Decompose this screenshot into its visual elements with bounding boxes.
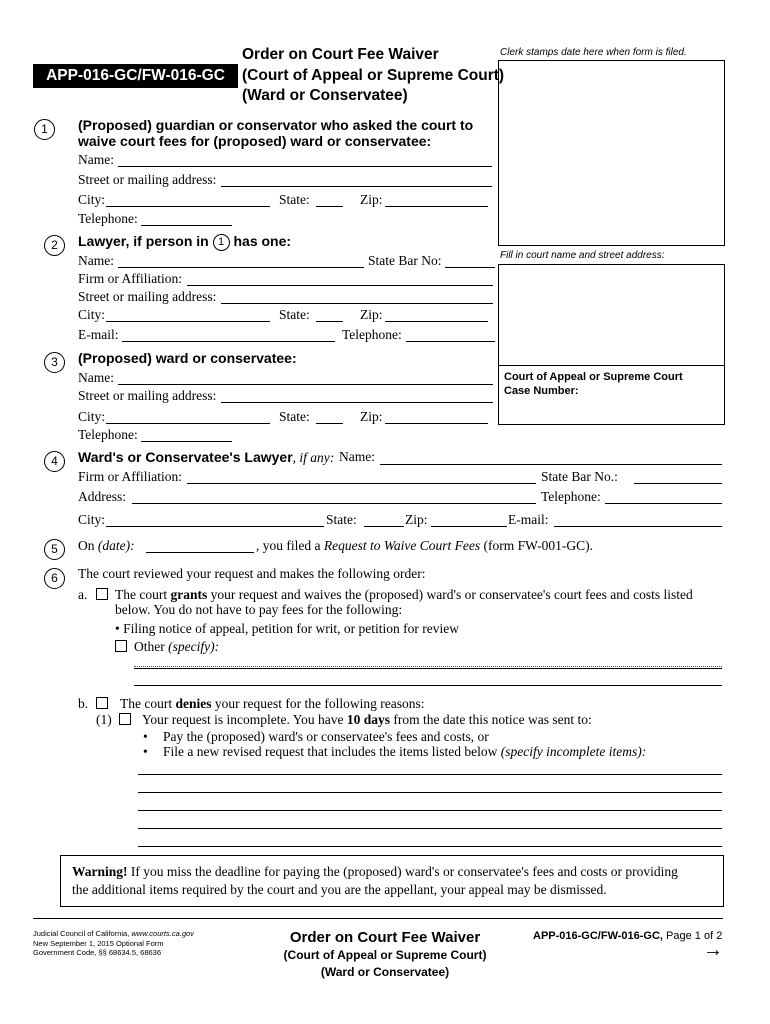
incomplete-items-line2[interactable] bbox=[138, 792, 722, 793]
s2-state-bar-label: State Bar No: bbox=[368, 253, 442, 268]
bullet-icon: • bbox=[143, 744, 148, 759]
s4-telephone-label: Telephone: bbox=[541, 489, 601, 504]
footer-page: Page 1 of 2 bbox=[666, 930, 723, 942]
warning-line2: the additional items required by the court and you are the appellant, your appeal may be dismissed. bbox=[72, 882, 607, 897]
s3-city-field[interactable] bbox=[106, 423, 270, 424]
s6-b1-post: from the date this notice was sent to: bbox=[393, 712, 592, 727]
form-title-line2: (Court of Appeal or Supreme Court) bbox=[242, 66, 505, 84]
section2-heading-ref: 1 bbox=[213, 234, 230, 251]
s5-date-label: (date): bbox=[97, 538, 135, 553]
s6-a-specify-line1[interactable] bbox=[134, 666, 722, 667]
s2-city-field[interactable] bbox=[106, 321, 270, 322]
bullet-icon: • bbox=[115, 621, 120, 636]
footer-rule bbox=[33, 918, 723, 919]
s6-a-other bbox=[134, 639, 219, 655]
s6-b1-text bbox=[142, 712, 592, 728]
s2-email-field[interactable] bbox=[122, 341, 335, 342]
section1-heading-line1: (Proposed) guardian or conservator who asked the court to bbox=[78, 117, 474, 133]
footer-council bbox=[33, 929, 194, 939]
case-number-label bbox=[504, 370, 683, 398]
incomplete-checkbox[interactable] bbox=[119, 713, 131, 725]
court-address-box[interactable] bbox=[498, 264, 725, 366]
s5-text bbox=[256, 538, 593, 554]
s4-state-label: State: bbox=[326, 512, 357, 527]
item-number-4: 4 bbox=[44, 451, 65, 472]
s5-date-field[interactable] bbox=[146, 552, 254, 553]
s6-b1-label: (1) bbox=[96, 712, 112, 727]
s3-telephone-label: Telephone: bbox=[78, 427, 138, 442]
s5-form-name: Request to Waive Court Fees bbox=[323, 538, 481, 553]
footer-title1: Order on Court Fee Waiver bbox=[289, 929, 481, 946]
s6-a-specify: (specify): bbox=[168, 639, 220, 654]
s2-street-label: Street or mailing address: bbox=[78, 289, 217, 304]
s5-on: On bbox=[78, 538, 95, 553]
s4-state-bar-field[interactable] bbox=[634, 483, 722, 484]
s6-b1-bullet2-text: File a new revised request that includes the items listed below bbox=[163, 744, 498, 759]
s1-zip-field[interactable] bbox=[385, 206, 488, 207]
incomplete-items-line5[interactable] bbox=[138, 846, 722, 847]
item-number-3: 3 bbox=[44, 352, 65, 373]
s1-state-field[interactable] bbox=[316, 206, 343, 207]
form-title bbox=[242, 45, 504, 107]
s5-text-end: (form FW-001-GC). bbox=[483, 538, 593, 553]
section4-heading bbox=[78, 449, 334, 466]
section1-heading-line2: waive court fees for (proposed) ward or conservatee: bbox=[78, 133, 432, 149]
s1-city-field[interactable] bbox=[106, 206, 270, 207]
s6-b-bold: denies bbox=[175, 696, 212, 711]
case-number-label-line1: Court of Appeal or Supreme Court bbox=[504, 371, 683, 383]
s1-city-label: City: bbox=[78, 192, 106, 207]
s6-b1-bullet2-italic: (specify incomplete items): bbox=[500, 744, 647, 759]
s1-telephone-label: Telephone: bbox=[78, 211, 138, 226]
s1-state-label: State: bbox=[279, 192, 310, 207]
item-number-6: 6 bbox=[44, 568, 65, 589]
s6-a-label: a. bbox=[78, 587, 88, 602]
s3-street-field[interactable] bbox=[221, 402, 493, 403]
section2-heading-post: has one: bbox=[233, 233, 292, 249]
s6-a-other-label: Other bbox=[134, 639, 165, 654]
s6-a-specify-line1-solid bbox=[134, 668, 722, 669]
s4-email-field[interactable] bbox=[554, 526, 722, 527]
s3-zip-label: Zip: bbox=[360, 409, 383, 424]
section3-heading: (Proposed) ward or conservatee: bbox=[78, 350, 297, 366]
s6-intro: The court reviewed your request and makes the following order: bbox=[78, 566, 426, 581]
footer-left bbox=[33, 929, 194, 958]
case-number-label-line2: Case Number: bbox=[504, 385, 579, 397]
footer-title3: (Ward or Conservatee) bbox=[320, 965, 450, 979]
s6-a-bold: grants bbox=[170, 587, 208, 602]
s3-state-label: State: bbox=[279, 409, 310, 424]
s6-b-text bbox=[120, 696, 424, 712]
warning-line1-text: If you miss the deadline for paying the (proposed) ward's or conservatee's fees and costs or providing bbox=[130, 864, 678, 879]
s2-state-field[interactable] bbox=[316, 321, 343, 322]
footer-code: Government Code, §§ 68634.5, 68636 bbox=[33, 948, 162, 957]
warning-text bbox=[72, 864, 720, 898]
form-title-line3: (Ward or Conservatee) bbox=[242, 87, 408, 104]
s2-city-label: City: bbox=[78, 307, 106, 322]
item-number-2: 2 bbox=[44, 235, 65, 256]
s6-b1-bullet1-text: Pay the (proposed) ward's or conservatee's fees and costs, or bbox=[163, 729, 489, 744]
s5-text-mid: , you filed a bbox=[256, 538, 321, 553]
s2-name-field[interactable] bbox=[118, 267, 364, 268]
section1-heading bbox=[78, 117, 473, 149]
footer-form-code: APP-016-GC/FW-016-GC, bbox=[533, 930, 663, 942]
section2-heading bbox=[78, 233, 291, 251]
warning-line1 bbox=[72, 864, 720, 880]
s4-zip-label: Zip: bbox=[405, 512, 428, 527]
other-checkbox[interactable] bbox=[115, 640, 127, 652]
s1-zip-label: Zip: bbox=[360, 192, 383, 207]
s5-on-label bbox=[78, 538, 135, 554]
s4-name-label: Name: bbox=[339, 449, 375, 464]
s6-a-bullet1-text: Filing notice of appeal, petition for writ, or petition for review bbox=[123, 621, 460, 636]
s1-street-field[interactable] bbox=[221, 186, 492, 187]
s6-b-post: your request for the following reasons: bbox=[214, 696, 425, 711]
s2-street-field[interactable] bbox=[221, 303, 493, 304]
s1-name-label: Name: bbox=[78, 152, 114, 167]
grant-checkbox[interactable] bbox=[96, 588, 108, 600]
s4-city-field[interactable] bbox=[106, 526, 324, 527]
s4-city-label: City: bbox=[78, 512, 106, 527]
court-address-note: Fill in court name and street address: bbox=[500, 250, 665, 261]
s3-state-field[interactable] bbox=[316, 423, 343, 424]
footer-council-url[interactable]: www.courts.ca.gov bbox=[131, 929, 194, 938]
next-page-arrow-icon: → bbox=[703, 939, 723, 961]
footer-right bbox=[533, 930, 722, 943]
bullet-icon: • bbox=[143, 729, 148, 744]
s6-a-bullet1 bbox=[115, 621, 459, 637]
s1-name-field[interactable] bbox=[118, 166, 492, 167]
s6-a-line2: below. You do not have to pay fees for the following: bbox=[115, 602, 403, 617]
form-title-line1: Order on Court Fee Waiver bbox=[242, 46, 439, 63]
s2-name-label: Name: bbox=[78, 253, 114, 268]
s6-a-specify-line2[interactable] bbox=[134, 685, 722, 686]
warning-bold: Warning! bbox=[72, 864, 128, 879]
s4-address-field[interactable] bbox=[132, 503, 536, 504]
s4-firm-label: Firm or Affiliation: bbox=[78, 469, 182, 484]
s6-a-pre: The court bbox=[115, 587, 168, 602]
s6-b-label: b. bbox=[78, 696, 89, 711]
s4-telephone-field[interactable] bbox=[605, 503, 722, 504]
s2-firm-label: Firm or Affiliation: bbox=[78, 271, 182, 286]
s6-b1-bullet1 bbox=[143, 729, 489, 745]
s4-email-label: E-mail: bbox=[508, 512, 549, 527]
footer-title bbox=[253, 929, 517, 981]
footer-council-pre: Judicial Council of California, bbox=[33, 929, 130, 938]
s2-zip-field[interactable] bbox=[385, 321, 488, 322]
s6-b1-bullet2 bbox=[143, 744, 646, 760]
s4-state-field[interactable] bbox=[364, 526, 404, 527]
s6-a-post: your request and waives the (proposed) ward's or conservatee's court fees and costs listed bbox=[210, 587, 693, 602]
incomplete-items-line3[interactable] bbox=[138, 810, 722, 811]
s3-name-label: Name: bbox=[78, 370, 114, 385]
section4-heading-suffix: , if any: bbox=[292, 450, 335, 465]
s3-telephone-field[interactable] bbox=[141, 441, 232, 442]
s2-email-label: E-mail: bbox=[78, 327, 119, 342]
s3-name-field[interactable] bbox=[118, 384, 493, 385]
s2-zip-label: Zip: bbox=[360, 307, 383, 322]
s3-city-label: City: bbox=[78, 409, 106, 424]
clerk-stamp-box bbox=[498, 60, 725, 246]
s4-name-field[interactable] bbox=[380, 464, 722, 465]
s2-firm-field[interactable] bbox=[187, 285, 493, 286]
s3-street-label: Street or mailing address: bbox=[78, 388, 217, 403]
s2-telephone-label: Telephone: bbox=[342, 327, 402, 342]
section2-heading-pre: Lawyer, if person in bbox=[78, 233, 209, 249]
deny-checkbox[interactable] bbox=[96, 697, 108, 709]
s6-b-pre: The court bbox=[120, 696, 173, 711]
s3-zip-field[interactable] bbox=[385, 423, 488, 424]
s2-telephone-field[interactable] bbox=[406, 341, 495, 342]
s6-b1-bold: 10 days bbox=[346, 712, 391, 727]
s6-b1-pre: Your request is incomplete. You have bbox=[142, 712, 344, 727]
s4-firm-field[interactable] bbox=[187, 483, 536, 484]
s4-state-bar-label: State Bar No.: bbox=[541, 469, 618, 484]
clerk-stamp-note: Clerk stamps date here when form is filed. bbox=[500, 47, 687, 58]
s4-address-label: Address: bbox=[78, 489, 126, 504]
footer-adopted: New September 1, 2015 Optional Form bbox=[33, 938, 164, 948]
s1-street-label: Street or mailing address: bbox=[78, 172, 217, 187]
footer-title2: (Court of Appeal or Supreme Court) bbox=[283, 948, 487, 962]
s1-telephone-field[interactable] bbox=[141, 225, 232, 226]
incomplete-items-line1[interactable] bbox=[138, 774, 722, 775]
form-code-badge: APP-016-GC/FW-016-GC bbox=[33, 64, 238, 88]
item-number-5: 5 bbox=[44, 539, 65, 560]
incomplete-items-line4[interactable] bbox=[138, 828, 722, 829]
s2-state-label: State: bbox=[279, 307, 310, 322]
item-number-1: 1 bbox=[34, 119, 55, 140]
s2-state-bar-field[interactable] bbox=[445, 267, 495, 268]
s6-a-text bbox=[115, 587, 693, 603]
section4-heading-bold: Ward's or Conservatee's Lawyer bbox=[78, 449, 293, 465]
s4-zip-field[interactable] bbox=[431, 526, 507, 527]
